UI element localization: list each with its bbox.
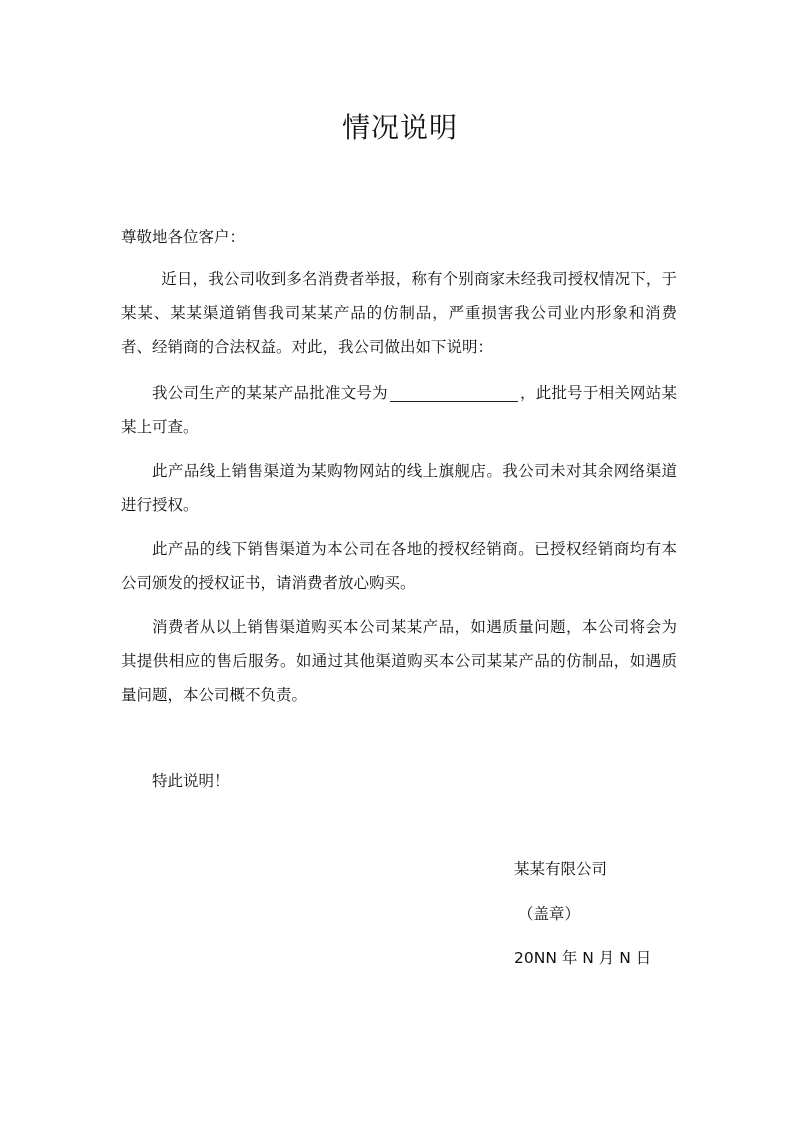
paragraph-approval-number-text bbox=[121, 376, 677, 444]
paragraph-online-channel-text: 此产品线上销售渠道为某购物网站的线上旗舰店。我公司未对其余网络渠道进行授权。 bbox=[121, 462, 677, 514]
paragraph-closing-text: 特此说明！ bbox=[152, 772, 230, 790]
paragraph-after-sales-text: 消费者从以上销售渠道购买本公司某某产品，如遇质量问题，本公司将会为其提供相应的售后服务。如通过其他渠道购买本公司某某产品的仿制品，如遇质量问题，本公司概不负责。 bbox=[121, 618, 677, 704]
salutation: 尊敬地各位客户： bbox=[121, 228, 246, 246]
paragraph-closing bbox=[121, 764, 677, 798]
paragraph-approval-number bbox=[121, 376, 677, 444]
approval-number-prefix: 我公司生产的某某产品批准文号为 bbox=[152, 384, 388, 402]
signature-date: 20NN 年 N 月 N 日 bbox=[514, 949, 652, 967]
approval-number-suffix: ，此批号于相关网站某某上可查。 bbox=[121, 384, 677, 436]
paragraph-offline-channel bbox=[121, 532, 677, 600]
approval-number-blank-line bbox=[390, 383, 518, 402]
signature-company: 某某有限公司 bbox=[514, 860, 608, 878]
paragraph-report-text: 近日，我公司收到多名消费者举报，称有个别商家未经我司授权情况下，于某某、某某渠道销售我司某某产品的仿制品，严重损害我公司业内形象和消费者、经销商的合法权益。对此，我公司做出如下说明： bbox=[121, 270, 677, 356]
paragraph-offline-channel-text: 此产品的线下销售渠道为本公司在各地的授权经销商。已授权经销商均有本公司颁发的授权证书，请消费者放心购买。 bbox=[121, 540, 677, 592]
paragraph-after-sales bbox=[121, 610, 677, 712]
signature-seal: （盖章） bbox=[518, 905, 581, 923]
document-title: 情况说明 bbox=[341, 111, 458, 144]
paragraph-report bbox=[121, 262, 677, 364]
paragraph-online-channel bbox=[121, 454, 677, 522]
